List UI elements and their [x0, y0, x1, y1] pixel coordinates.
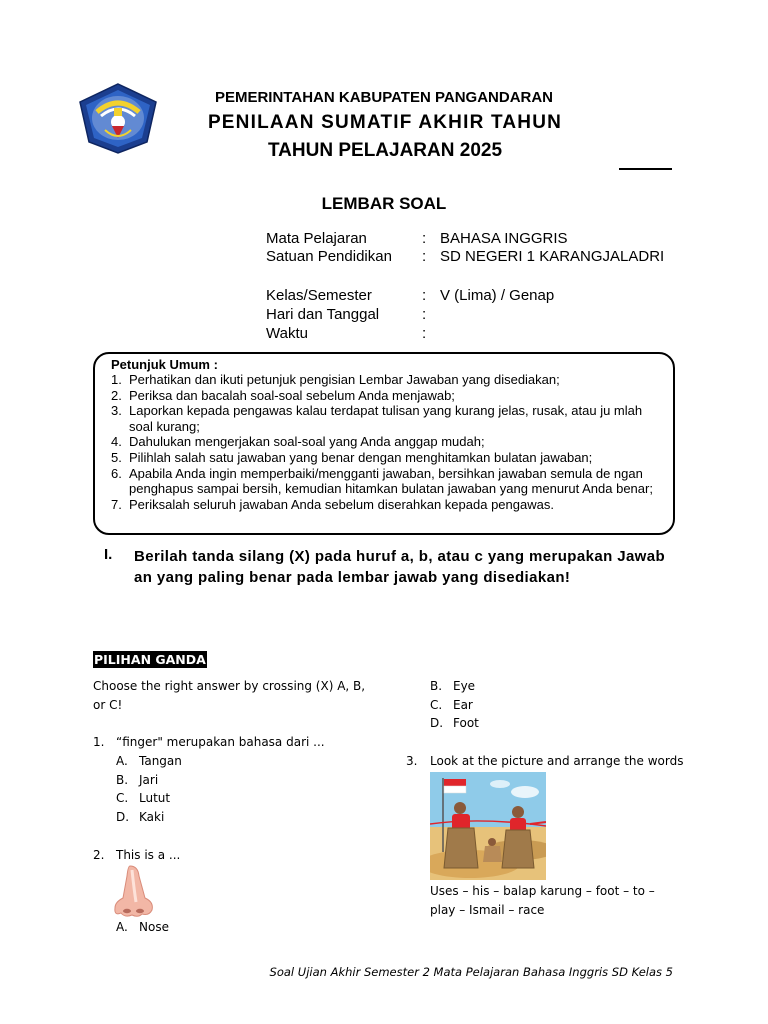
list-item: [111, 388, 661, 404]
sack-race-image: [430, 772, 546, 880]
sheet-title: LEMBAR SOAL: [321, 194, 447, 213]
header-divider: [619, 168, 672, 170]
option-text: Kaki: [139, 810, 165, 824]
item-number: 1.: [111, 372, 122, 387]
item-text: Periksalah seluruh jawaban Anda sebelum diserahkan kepada pengawas.: [129, 496, 554, 512]
item-text: Dahulukan mengerjakan soal-soal yang Anda anggap mudah;: [129, 434, 485, 450]
list-item: [111, 403, 661, 434]
page-footer: Soal Ujian Akhir Semester 2 Mata Pelajaran Bahasa Inggris SD Kelas 5: [269, 965, 673, 979]
option-letter: D.: [116, 810, 130, 824]
question-text: “finger" merupakan bahasa dari ...: [116, 735, 325, 749]
option-letter: B.: [116, 773, 129, 787]
option-text: Ear: [453, 698, 473, 712]
exam-title: PENILAAN SUMATIF AKHIR TAHUN: [207, 112, 563, 133]
item-number: 7.: [111, 496, 122, 512]
info-value: BAHASA INGGRIS: [440, 230, 568, 247]
info-label: Mata Pelajaran: [266, 230, 367, 247]
item-text: Pilihlah salah satu jawaban yang benar dengan menghitamkan bulatan jawaban;: [129, 449, 593, 465]
item-text: Apabila Anda ingin memperbaiki/mengganti jawaban, bersihkan jawaban semula de ngan penghapus sampai bersih, kemudian hitamkan bulatan jawaban yang menurut Anda benar;: [129, 465, 653, 497]
intro-text: Choose the right answer by crossing (X) A, B,: [93, 679, 366, 693]
question-text: This is a ...: [116, 848, 181, 862]
info-value: SD NEGERI 1 KARANGJALADRI: [440, 248, 665, 265]
instructions-list: [111, 372, 661, 512]
item-text: Laporkan kepada pengawas kalau terdapat tulisan yang kurang jelas, rusak, atau ju mlah soal kurang;: [129, 403, 643, 434]
option-letter: C.: [430, 698, 443, 712]
item-number: 6.: [111, 465, 122, 481]
nose-image: [112, 864, 156, 918]
item-number: 5.: [111, 449, 122, 465]
intro-text: or C!: [93, 698, 123, 712]
list-item: [111, 372, 661, 388]
info-colon: :: [422, 248, 427, 265]
option-text: Eye: [453, 679, 476, 693]
option-letter: A.: [116, 754, 128, 768]
question-number: 1.: [93, 735, 105, 749]
info-label: Satuan Pendidikan: [266, 248, 392, 265]
option-letter: A.: [116, 920, 128, 934]
arrange-words: play – Ismail – race: [430, 903, 545, 917]
list-item: [111, 434, 661, 450]
item-text: Perhatikan dan ikuti petunjuk pengisian Lembar Jawaban yang disediakan;: [129, 372, 560, 387]
option-letter: B.: [430, 679, 443, 693]
option-text: Jari: [139, 773, 159, 787]
government-name: PEMERINTAHAN KABUPATEN PANGANDARAN: [214, 89, 554, 106]
list-item: [111, 466, 661, 497]
section-number: I.: [104, 546, 113, 563]
option-letter: C.: [116, 791, 129, 805]
question-text: Look at the picture and arrange the words: [430, 754, 684, 768]
instructions-title: Petunjuk Umum :: [111, 357, 218, 372]
option-text: Foot: [453, 716, 479, 730]
list-item: [111, 497, 661, 513]
info-label: Hari dan Tanggal: [266, 306, 380, 323]
multiple-choice-heading: PILIHAN GANDA: [94, 652, 206, 667]
question-number: 2.: [93, 848, 105, 862]
info-label: Kelas/Semester: [266, 287, 372, 304]
academic-year: TAHUN PELAJARAN 2025: [267, 140, 503, 161]
section-instruction: Berilah tanda silang (X) pada huruf a, b, atau c yang merupakan Jawab an yang paling benar pada lembar jawab yang disediakan!: [134, 548, 666, 586]
arrange-words: Uses – his – balap karung – foot – to –: [430, 884, 655, 898]
info-value: V (Lima) / Genap: [440, 287, 555, 304]
item-number: 4.: [111, 434, 122, 450]
list-item: [111, 450, 661, 466]
info-colon: :: [422, 287, 427, 304]
option-text: Nose: [139, 920, 169, 934]
item-number: 3.: [111, 403, 122, 419]
item-text: Periksa dan bacalah soal-soal sebelum Anda menjawab;: [129, 387, 455, 403]
question-number: 3.: [406, 754, 418, 768]
option-text: Tangan: [139, 754, 182, 768]
info-colon: :: [422, 325, 427, 342]
item-number: 2.: [111, 387, 122, 403]
option-text: Lutut: [139, 791, 171, 805]
info-colon: :: [422, 230, 427, 247]
option-letter: D.: [430, 716, 444, 730]
info-colon: :: [422, 306, 427, 323]
info-label: Waktu: [266, 325, 308, 342]
